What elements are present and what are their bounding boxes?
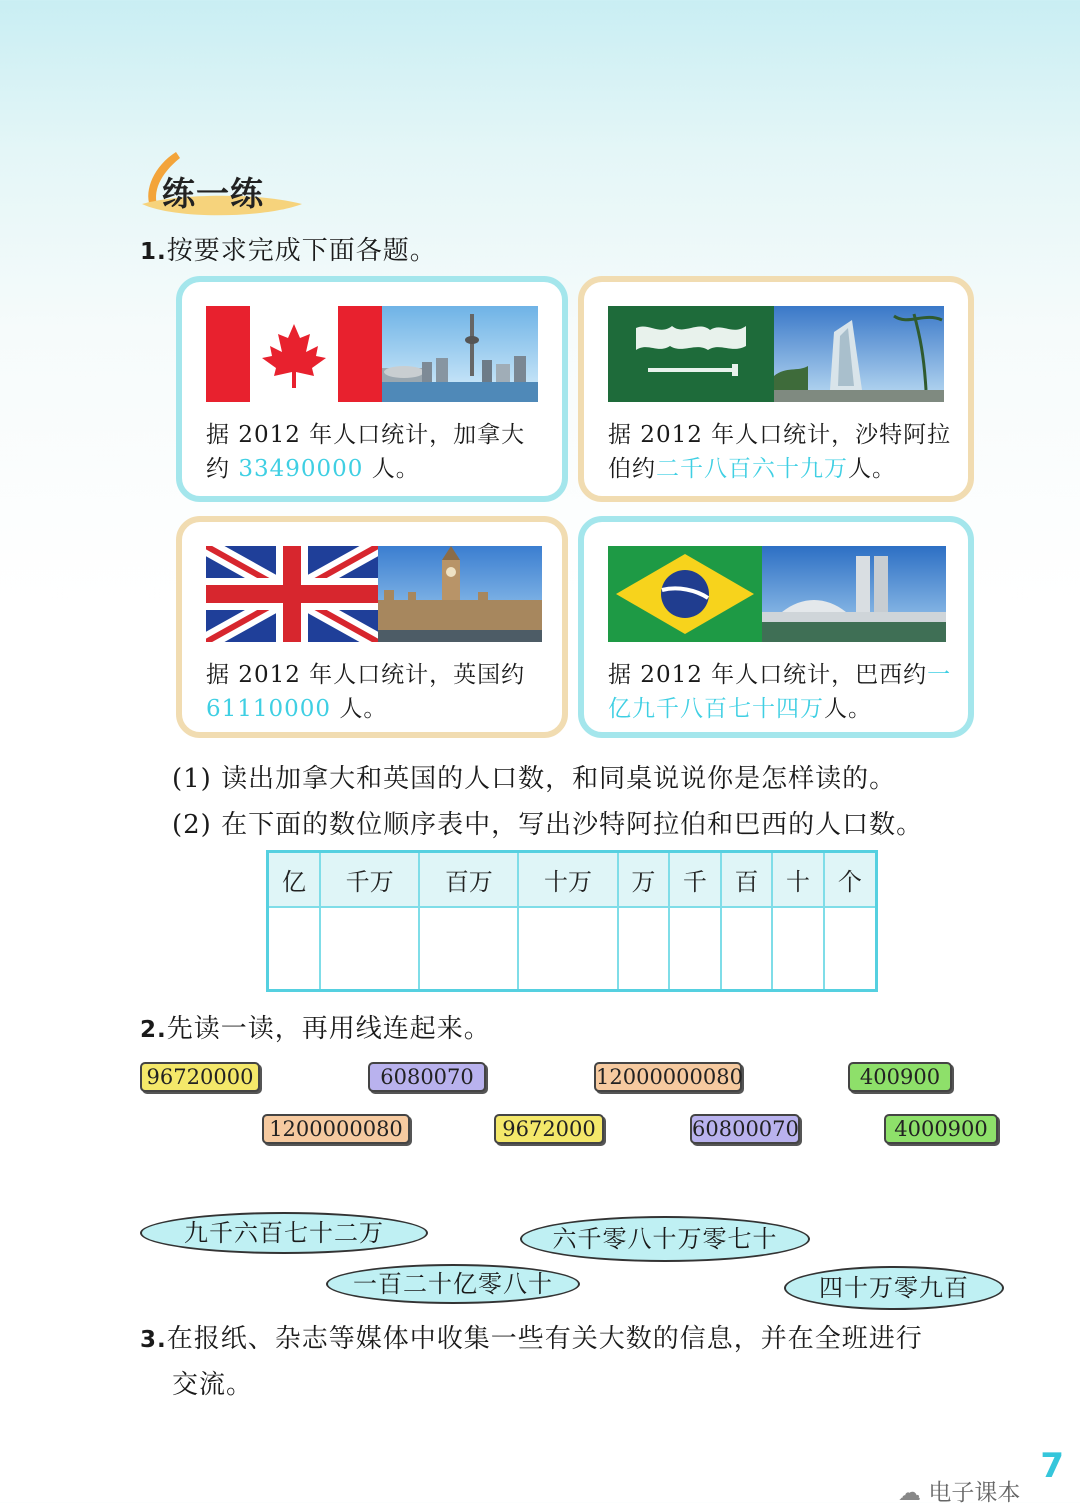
question-number: 2. xyxy=(140,1017,167,1043)
place-value-table xyxy=(266,850,878,992)
card-text xyxy=(608,658,954,726)
sub-question-1: (1) 读出加拿大和英国的人口数，和同桌说说你是怎样读的。 xyxy=(172,764,897,794)
card-text-suffix: 人。 xyxy=(848,456,896,482)
place-value-header: 百万 xyxy=(419,852,518,907)
card-text-prefix: 据 2012 年人口统计，沙特阿拉伯约 xyxy=(608,422,952,482)
population-value: 61110000 xyxy=(206,696,332,722)
big-ben-photo xyxy=(378,546,542,642)
card-images xyxy=(206,306,538,402)
answer-cell[interactable] xyxy=(824,907,877,991)
card-text xyxy=(206,418,548,486)
question-text: 按要求完成下面各题。 xyxy=(166,236,437,266)
answer-cell[interactable] xyxy=(320,907,419,991)
number-tag[interactable]: 1200000080 xyxy=(262,1114,410,1144)
answer-cell[interactable] xyxy=(419,907,518,991)
answer-cell[interactable] xyxy=(518,907,617,991)
word-ellipse[interactable]: 九千六百七十二万 xyxy=(140,1212,428,1254)
word-ellipse[interactable]: 一百二十亿零八十 xyxy=(326,1264,580,1304)
wechat-icon: ☁ xyxy=(898,1480,921,1503)
number-tag[interactable]: 6080070 xyxy=(368,1062,486,1092)
word-ellipse[interactable]: 四十万零九百 xyxy=(784,1266,1004,1310)
card-brazil xyxy=(578,516,974,738)
answer-cell[interactable] xyxy=(669,907,721,991)
page-number: 7 xyxy=(1040,1446,1064,1486)
answer-cell[interactable] xyxy=(618,907,670,991)
card-text xyxy=(608,418,954,486)
answer-cell[interactable] xyxy=(772,907,824,991)
answer-cell[interactable] xyxy=(721,907,773,991)
canada-flag xyxy=(206,306,382,402)
watermark xyxy=(898,1474,1020,1503)
place-value-answer-row xyxy=(268,907,877,991)
card-images xyxy=(206,546,542,642)
word-ellipse[interactable]: 六千零八十万零七十 xyxy=(520,1216,810,1262)
question-2 xyxy=(140,1008,491,1045)
brasilia-congress-photo xyxy=(762,546,946,642)
section-title: 练一练 xyxy=(162,174,264,213)
place-value-header: 万 xyxy=(618,852,670,907)
place-value-header: 千万 xyxy=(320,852,419,907)
number-tag[interactable]: 9672000 xyxy=(494,1114,604,1144)
united-kingdom-flag xyxy=(206,546,378,642)
number-tag[interactable]: 12000000080 xyxy=(594,1062,742,1092)
card-text xyxy=(206,658,548,726)
question-number: 1. xyxy=(140,239,167,265)
place-value-header: 千 xyxy=(669,852,721,907)
card-text-prefix: 据 2012 年人口统计，巴西约 xyxy=(608,662,928,688)
population-value: 二千八百六十九万 xyxy=(656,456,848,482)
place-value-header: 十 xyxy=(772,852,824,907)
question-text: 先读一读，再用线连起来。 xyxy=(166,1014,491,1044)
saudi-arabia-flag xyxy=(608,306,774,402)
answer-cell[interactable] xyxy=(268,907,321,991)
number-tag[interactable]: 400900 xyxy=(848,1062,952,1092)
place-value-header: 百 xyxy=(721,852,773,907)
card-saudi-arabia xyxy=(578,276,974,502)
card-text-prefix: 据 2012 年人口统计，英国约 xyxy=(206,662,526,688)
question-3-continued: 交流。 xyxy=(172,1370,254,1400)
number-tag[interactable]: 96720000 xyxy=(140,1062,260,1092)
card-text-suffix: 人。 xyxy=(824,696,872,722)
sub-question-2: (2) 在下面的数位顺序表中，写出沙特阿拉伯和巴西的人口数。 xyxy=(172,810,924,840)
riyadh-tower-photo xyxy=(774,306,944,402)
toronto-skyline-photo xyxy=(382,306,538,402)
question-text: 在报纸、杂志等媒体中收集一些有关大数的信息，并在全班进行 xyxy=(166,1324,923,1354)
place-value-header: 亿 xyxy=(268,852,321,907)
place-value-header-row xyxy=(268,852,877,907)
watermark-text: 电子课本 xyxy=(928,1480,1021,1503)
card-canada xyxy=(176,276,568,502)
place-value-header: 十万 xyxy=(518,852,617,907)
question-3 xyxy=(140,1318,923,1355)
brazil-flag xyxy=(608,546,762,642)
card-text-prefix: 据 2012 年人口统计，加拿大约 xyxy=(206,422,526,482)
population-value: 一亿九千八百七十四万 xyxy=(608,662,952,722)
place-value-header: 个 xyxy=(824,852,877,907)
question-1 xyxy=(140,230,437,267)
number-tag[interactable]: 60800070 xyxy=(690,1114,800,1144)
card-images xyxy=(608,546,946,642)
population-value: 33490000 xyxy=(238,456,364,482)
card-text-suffix: 人。 xyxy=(363,456,420,482)
question-number: 3. xyxy=(140,1327,167,1353)
card-text-suffix: 人。 xyxy=(331,696,388,722)
card-united-kingdom xyxy=(176,516,568,738)
number-tag[interactable]: 4000900 xyxy=(884,1114,998,1144)
card-images xyxy=(608,306,944,402)
